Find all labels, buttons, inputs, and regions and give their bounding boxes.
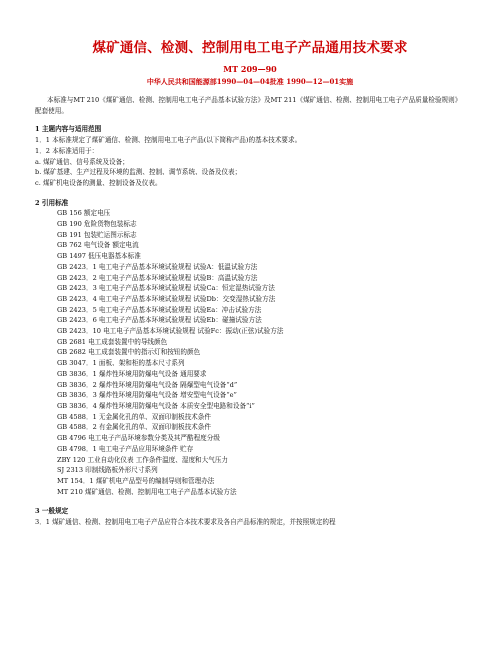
reference-item: GB 2423．6 电工电子产品基本环境试验规程 试验Eb：碰撞试验方法 — [57, 316, 262, 325]
reference-item: GB 2423．1 电工电子产品基本环境试验规程 试验A：低温试验方法 — [57, 262, 258, 271]
clause-line: 1．1 本标准规定了煤矿通信、检测、控制用电工电子产品(以下简称产品)的基本技术要求。 — [35, 136, 302, 145]
reference-item: GB 2423．5 电工电子产品基本环境试验规程 试验Ea：冲击试验方法 — [57, 305, 262, 314]
clause-line: c. 煤矿机电设备的测量、控制设备及仪表。 — [35, 178, 162, 187]
reference-item: GB 3836．3 爆炸性环境用防爆电气设备 增安型电气设备“e” — [57, 391, 237, 400]
reference-item: GB 4588．1 无金属化孔的单、双面印制板技术条件 — [57, 412, 211, 421]
section-3-heading: 3 一般规定 — [35, 507, 69, 516]
clause-line: 3．1 煤矿通信、检测、控制用电工电子产品应符合本技术要求及各自产品标准的规定，并按照规定的程 — [35, 518, 336, 527]
reference-item: MT 210 煤矿通信、检测、控制用电工电子产品基本试验方法 — [57, 487, 237, 496]
reference-item: GB 762 电气设备 额定电流 — [57, 241, 139, 250]
reference-item: GB 4796 电工电子产品环境参数分类及其严酷程度分级 — [57, 434, 220, 443]
reference-item: MT 154．1 煤矿机电产品型号的编制导则和管理办法 — [57, 476, 215, 485]
section-1-heading: 1 主题内容与适用范围 — [35, 125, 102, 134]
document-body — [35, 95, 465, 528]
reference-item: GB 2423．3 电工电子产品基本环境试验规程 试验Ca：恒定湿热试验方法 — [57, 284, 275, 293]
reference-item: GB 2423．10 电工电子产品基本环境试验规程 试验Fc：振动(正弦)试验方法 — [57, 327, 284, 336]
reference-item: GB 3836．4 爆炸性环境用防爆电气设备 本质安全型电路和设备“i” — [57, 401, 255, 410]
section-3-content — [35, 517, 465, 528]
standard-number: MT 209—90 — [223, 64, 277, 74]
reference-list — [35, 208, 465, 497]
clause-line: a. 煤矿通信、信号系统及设备； — [35, 157, 129, 166]
reference-item: GB 156 额定电压 — [57, 209, 111, 218]
reference-item: GB 2423．2 电工电子产品基本环境试验规程 试验B：高温试验方法 — [57, 273, 258, 282]
reference-item: GB 1497 低压电器基本标准 — [57, 252, 141, 261]
reference-item: GB 3836．1 爆炸性环境用防爆电气设备 通用要求 — [57, 369, 207, 378]
reference-item: GB 3047．1 面板、架和柜的基本尺寸系列 — [57, 359, 185, 368]
section-1-content — [35, 135, 465, 189]
approval-line: 中华人民共和国能源部1990—04—04批准 1990—12—01实施 — [146, 77, 354, 86]
reference-item: GB 2682 电工成套装置中的指示灯和按钮的颜色 — [57, 348, 201, 357]
reference-item: ZBY 120 工业自动化仪表 工作条件温度、湿度和大气压力 — [57, 455, 229, 464]
reference-item: SJ 2313 印制线路板外形尺寸系列 — [57, 466, 158, 475]
reference-item: GB 3836．2 爆炸性环境用防爆电气设备 隔爆型电气设备“d” — [57, 380, 238, 389]
clause-line: 1．2 本标准适用于： — [35, 146, 99, 155]
section-2-heading: 2 引用标准 — [35, 198, 69, 207]
reference-item: GB 191 包装贮运图示标志 — [57, 230, 137, 239]
document-title: 煤矿通信、检测、控制用电工电子产品通用技术要求 — [92, 40, 408, 56]
reference-item: GB 190 危险货物包装标志 — [57, 220, 137, 229]
intro-paragraph: 本标准与MT 210《煤矿通信、检测、控制用电工电子产品基本试验方法》及MT 211《煤矿通信、检测、控制用电工电子产品质量检验规则》配套使用。 — [35, 96, 462, 115]
reference-item: GB 2681 电工成套装置中的导线颜色 — [57, 337, 168, 346]
reference-item: GB 2423．4 电工电子产品基本环境试验规程 试验Db：交变湿热试验方法 — [57, 294, 276, 303]
clause-line: b. 煤矿基建、生产过程及环境的监测、控制、调节系统、设备及仪表； — [35, 168, 242, 177]
reference-item: GB 4798．1 电工电子产品应用环境条件 贮存 — [57, 444, 194, 453]
reference-item: GB 4588．2 有金属化孔的单、双面印制板技术条件 — [57, 423, 211, 432]
